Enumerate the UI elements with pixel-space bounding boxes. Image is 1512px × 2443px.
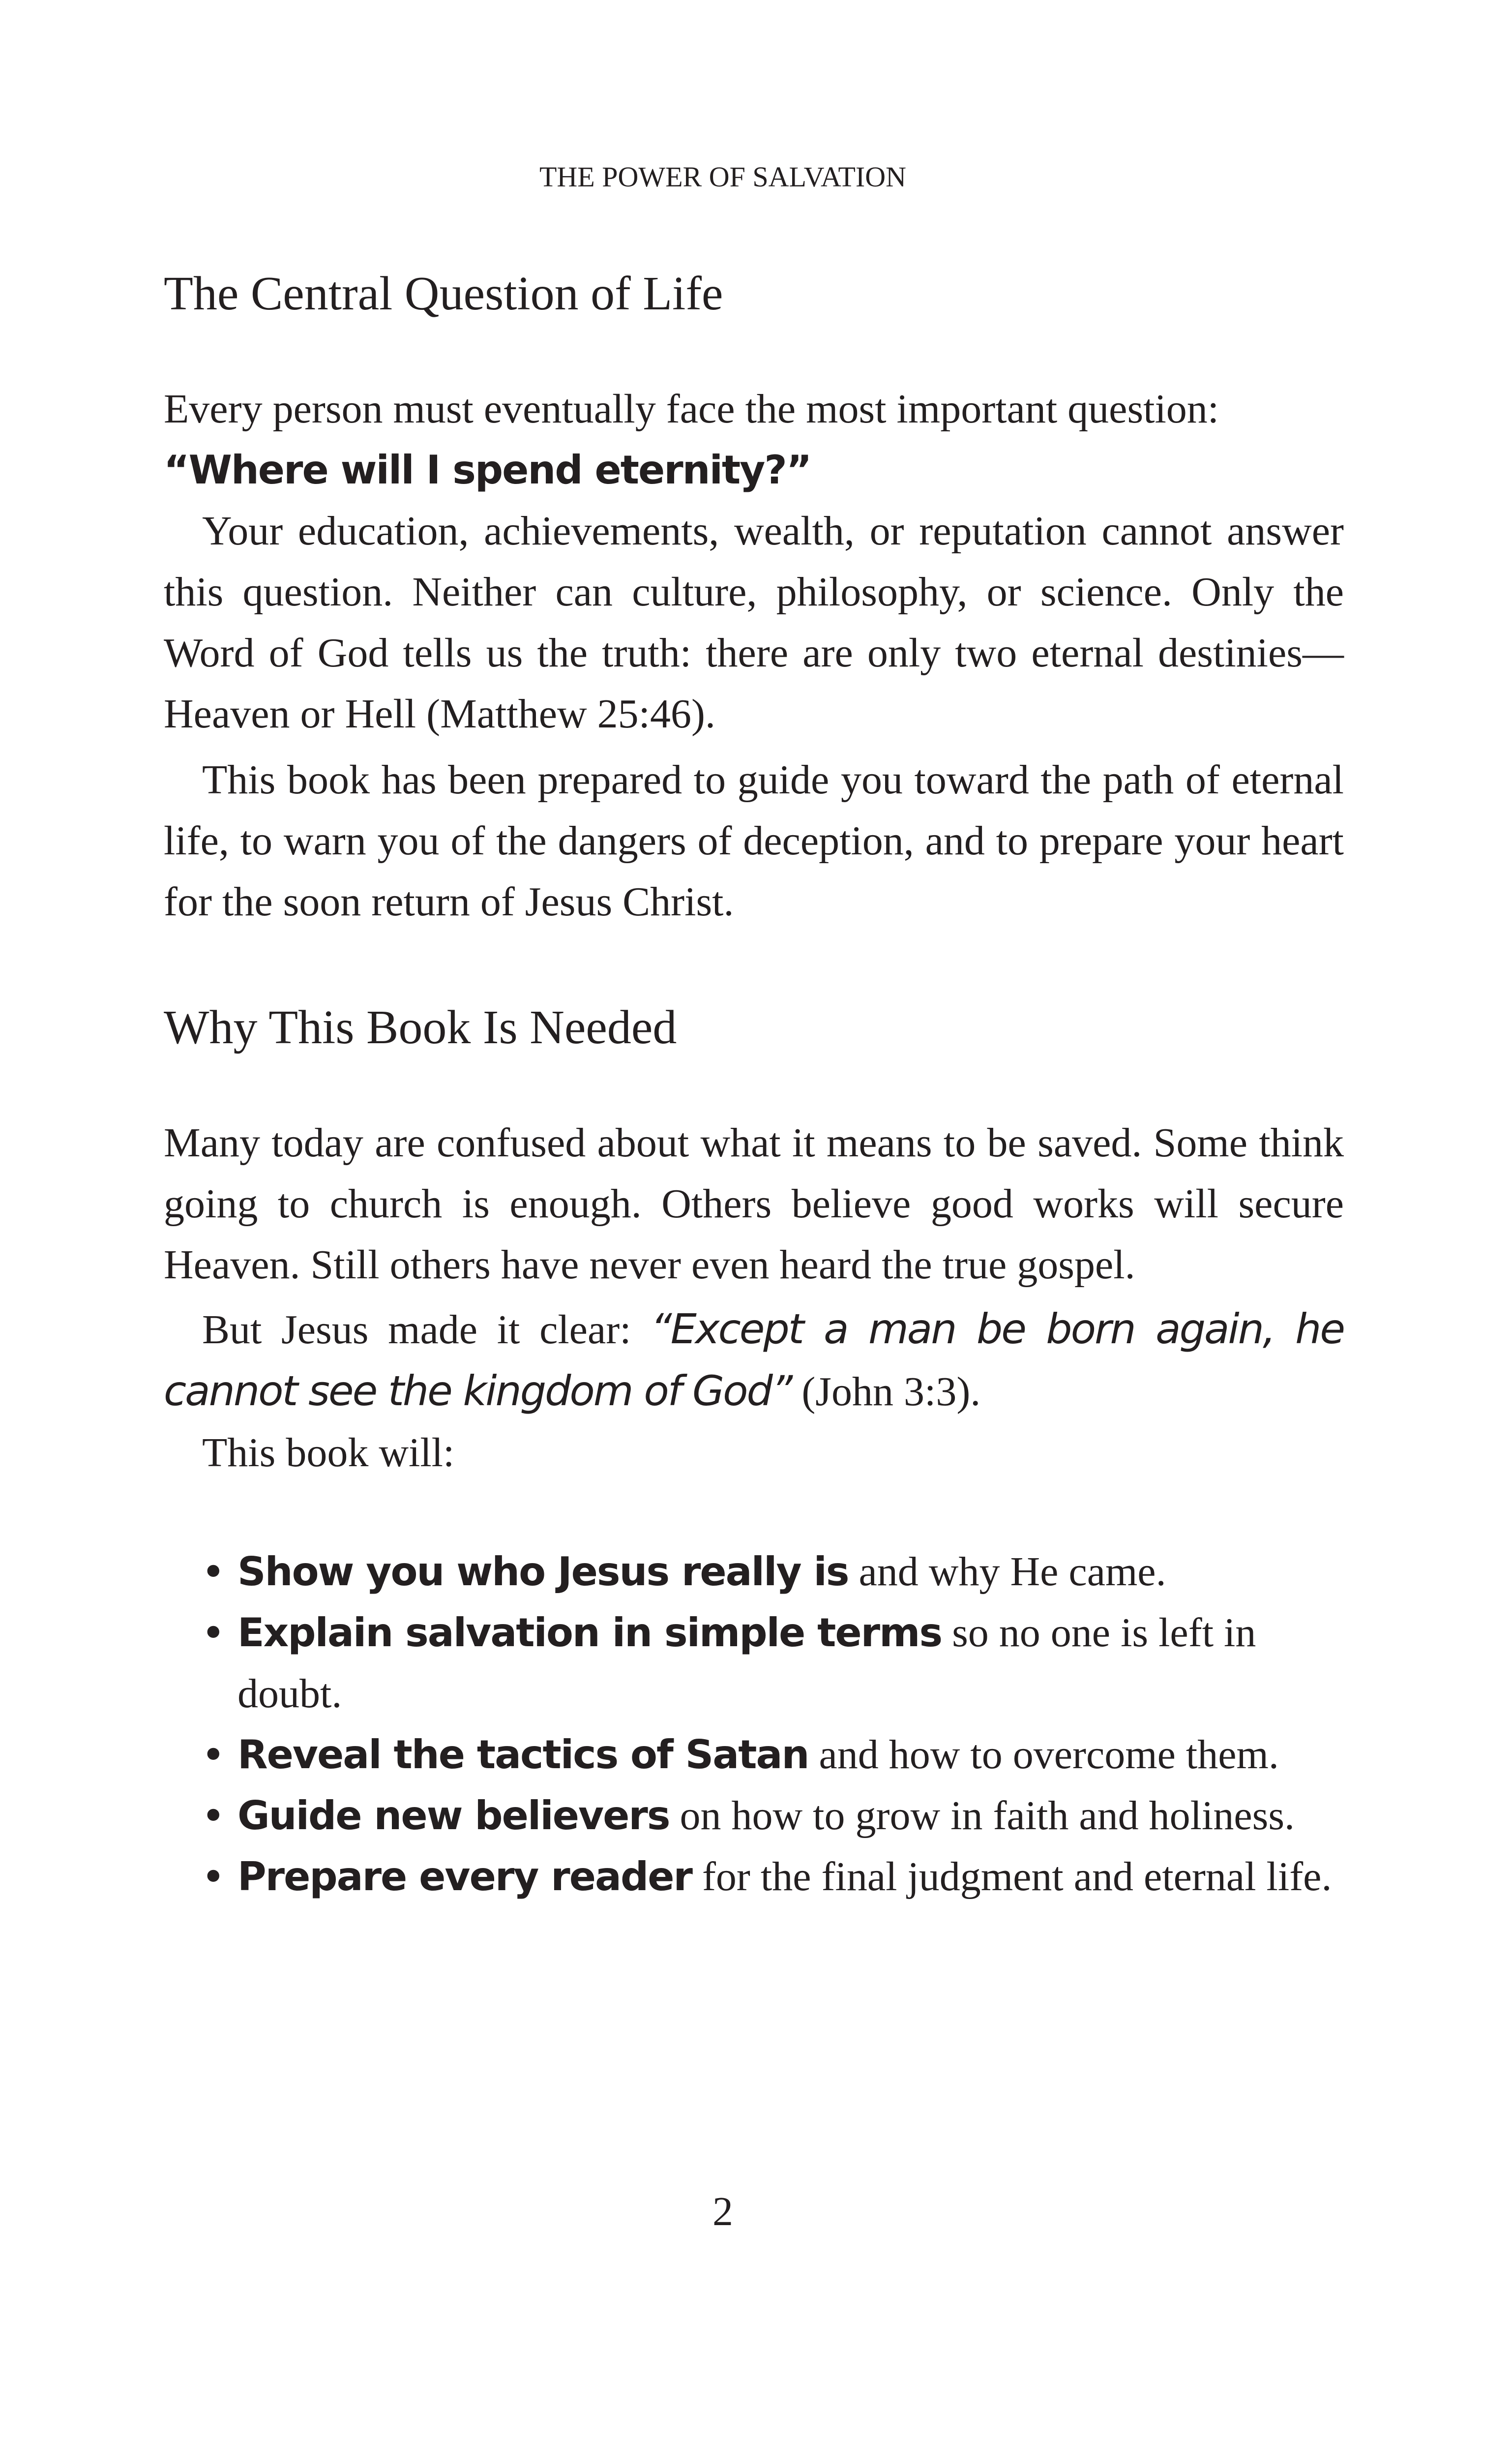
section-why-needed-body (164, 1113, 1344, 1907)
list-item-text: for the final judgment and eternal life. (691, 1854, 1332, 1900)
bullet-icon: • (201, 1792, 226, 1840)
body-paragraph: This book has been prepared to guide you toward the path of eternal life, to warn you of the dangers of deception, and to prepare your heart for the soon return of Jesus Christ. (164, 757, 1344, 925)
list-item-text: and how to overcome them. (808, 1732, 1279, 1778)
intro-paragraph: Every person must eventually face the most important question: (164, 386, 1219, 432)
bullet-icon: • (201, 1731, 226, 1779)
list-item-text: and why He came. (848, 1549, 1166, 1595)
list-item (164, 1846, 1344, 1907)
body-paragraph: Your education, achievements, wealth, or reputation cannot answer this question. Neither can culture, philosophy, or science. Only the Word of God tells us the truth: there are only two eternal destinies—Heaven or Hell (Matthew 25:46). (164, 508, 1344, 737)
bullet-icon: • (201, 1609, 226, 1657)
list-item-bold: Prepare every reader (237, 1854, 692, 1900)
list-item-text: so no one is left in doubt. (237, 1610, 1256, 1717)
list-item-bold: Reveal the tactics of Satan (237, 1732, 809, 1778)
section-why-needed (164, 1003, 1344, 1052)
bullet-icon: • (201, 1853, 226, 1901)
purpose-list (164, 1541, 1344, 1907)
list-item (164, 1785, 1344, 1846)
list-item-bold: Show you who Jesus really is (237, 1549, 849, 1595)
list-item-bold: Guide new believers (237, 1793, 670, 1839)
list-item (164, 1541, 1344, 1602)
list-item (164, 1724, 1344, 1785)
question-text: “Where will I spend eternity?” (164, 447, 811, 493)
section-central-question (164, 267, 1344, 320)
section-heading: The Central Question of Life (164, 267, 723, 320)
scripture-reference: (John 3:3). (791, 1369, 981, 1415)
list-item (164, 1602, 1344, 1724)
bullet-icon: • (201, 1548, 226, 1596)
body-paragraph: Many today are confused about what it means to be saved. Some think going to church is enough. Others believe good works will secure Heaven. Still others have never even heard the true gospel. (164, 1120, 1344, 1288)
quote-paragraph (164, 1298, 1344, 1422)
running-head: THE POWER OF SALVATION (539, 161, 906, 193)
scripture-quote: “Except a man be born again, he cannot see the kingdom of God” (164, 1305, 1344, 1415)
list-intro: This book will: (202, 1430, 455, 1476)
list-item-bold: Explain salvation in simple terms (237, 1610, 942, 1656)
section-heading: Why This Book Is Needed (164, 1001, 677, 1054)
question-line (164, 440, 1344, 501)
page-number: 2 (712, 2189, 733, 2234)
quote-lead: But Jesus made it clear: (202, 1307, 651, 1353)
list-item-text: on how to grow in faith and holiness. (669, 1793, 1295, 1839)
section-central-question-body (164, 379, 1344, 933)
